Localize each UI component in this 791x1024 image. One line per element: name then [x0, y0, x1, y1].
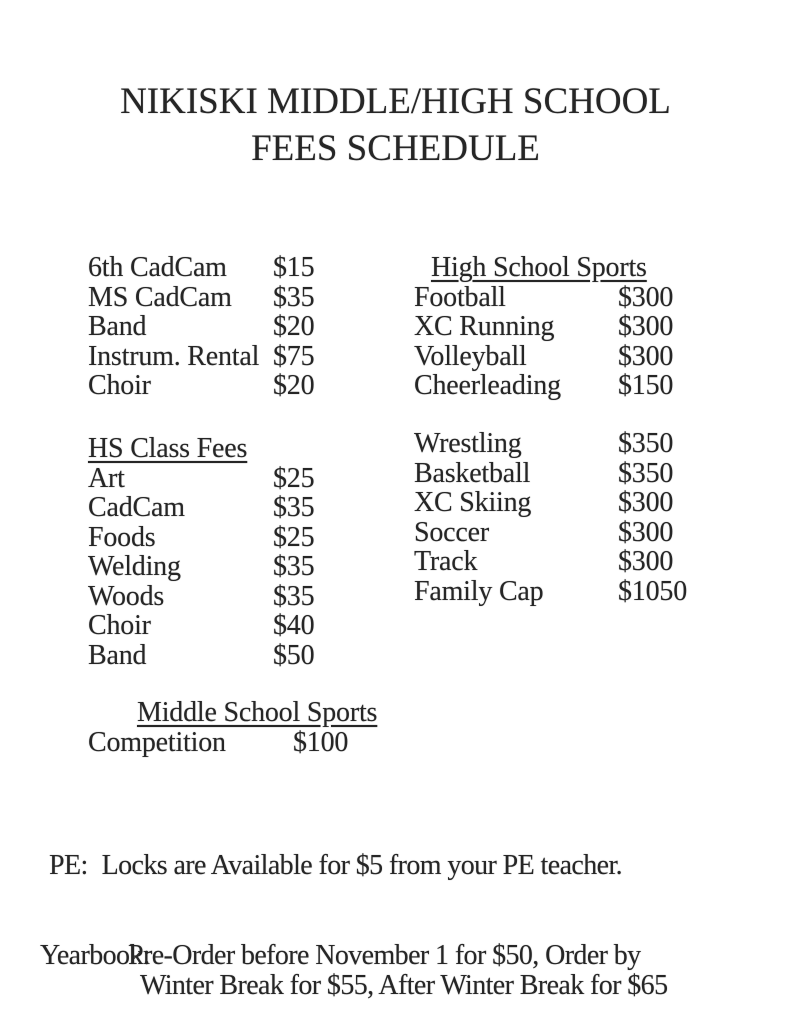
hs-class-fees-section	[88, 434, 388, 670]
fee-label: CadCam	[88, 492, 185, 523]
fee-price: $300	[618, 311, 674, 342]
yearbook-note-line-1: Pre-Order before November 1 for $50, Order by	[128, 940, 641, 971]
fee-label: Art	[88, 462, 125, 494]
fee-label: Choir	[88, 370, 151, 401]
fee-price: $350	[618, 457, 674, 489]
fee-price: $300	[618, 516, 674, 548]
document-title	[0, 78, 791, 172]
fee-price: $300	[618, 281, 674, 313]
section-heading: Middle School Sports	[137, 697, 378, 728]
yearbook-note-line-2: Winter Break for $55, After Winter Break for $65	[140, 969, 668, 1001]
fee-label: Basketball	[414, 457, 531, 489]
fee-label: Choir	[88, 610, 151, 641]
yearbook-note-label: Yearbook:	[40, 940, 150, 971]
title-line-2: FEES SCHEDULE	[251, 128, 540, 169]
fee-label: XC Skiing	[414, 487, 532, 518]
fee-price: $350	[618, 428, 674, 459]
section-heading-row	[88, 698, 388, 728]
section-heading: HS Class Fees	[88, 433, 248, 464]
fee-row	[414, 283, 744, 313]
fee-row	[88, 582, 388, 612]
fee-price: $35	[273, 580, 315, 612]
fee-price: $20	[273, 311, 315, 342]
fee-label: Cheerleading	[414, 370, 561, 401]
fee-price: $15	[273, 252, 315, 283]
section-heading-row	[414, 253, 744, 283]
fee-row	[414, 459, 744, 489]
fee-label: Football	[414, 281, 506, 313]
fee-label: Wrestling	[414, 428, 522, 459]
fee-price: $35	[273, 551, 315, 582]
fee-row	[414, 371, 744, 401]
fee-row	[88, 283, 388, 313]
fee-label: 6th CadCam	[88, 252, 227, 283]
fee-price: $300	[618, 340, 674, 372]
fee-row	[414, 429, 744, 459]
fee-label: Band	[88, 639, 147, 671]
yearbook-note-text	[128, 941, 667, 1000]
pe-note-label: PE:	[49, 850, 88, 881]
fee-row	[414, 577, 744, 607]
high-school-sports-section	[414, 253, 744, 401]
fee-label: Woods	[88, 580, 165, 612]
fee-label: Volleyball	[414, 340, 527, 372]
fee-price: $75	[273, 340, 315, 372]
fee-label: Welding	[88, 551, 181, 582]
fee-label: Band	[88, 311, 147, 342]
high-school-sports-section-2	[414, 429, 744, 606]
fee-price: $25	[273, 521, 315, 553]
fee-row	[414, 312, 744, 342]
fee-label: XC Running	[414, 311, 555, 342]
fee-row	[414, 547, 744, 577]
fee-label: Family Cap	[414, 575, 544, 607]
fee-row	[414, 342, 744, 372]
fee-price: $50	[273, 639, 315, 671]
fee-row	[414, 518, 744, 548]
general-fees-section	[88, 253, 388, 401]
section-heading: High School Sports	[431, 252, 647, 283]
section-heading-row	[88, 434, 388, 464]
fee-price: $300	[618, 546, 674, 577]
fee-row	[88, 464, 388, 494]
fee-price: $40	[273, 610, 315, 641]
fee-row	[88, 728, 388, 758]
fee-row	[88, 342, 388, 372]
fee-price: $25	[273, 462, 315, 494]
title-line-1: NIKISKI MIDDLE/HIGH SCHOOL	[120, 81, 671, 122]
pe-note	[49, 851, 622, 881]
fee-price: $100	[293, 726, 349, 758]
fee-price: $150	[618, 370, 674, 401]
fee-label: MS CadCam	[88, 281, 232, 313]
fee-row	[414, 488, 744, 518]
fee-price: $1050	[618, 575, 688, 607]
fee-label: Competition	[88, 726, 226, 758]
middle-school-sports-section	[88, 698, 388, 757]
fee-price: $35	[273, 492, 315, 523]
fee-label: Soccer	[414, 516, 489, 548]
fee-label: Track	[414, 546, 478, 577]
fee-row	[88, 552, 388, 582]
fee-price: $300	[618, 487, 674, 518]
fee-row	[88, 253, 388, 283]
fee-row	[88, 611, 388, 641]
pe-note-text: Locks are Available for $5 from your PE teacher.	[101, 850, 623, 881]
fee-price: $20	[273, 370, 315, 401]
fee-row	[88, 641, 388, 671]
fee-row	[88, 493, 388, 523]
fee-row	[88, 523, 388, 553]
fee-row	[88, 371, 388, 401]
fee-label: Foods	[88, 521, 156, 553]
fee-row	[88, 312, 388, 342]
fee-price: $35	[273, 281, 315, 313]
fee-label: Instrum. Rental	[88, 340, 260, 372]
